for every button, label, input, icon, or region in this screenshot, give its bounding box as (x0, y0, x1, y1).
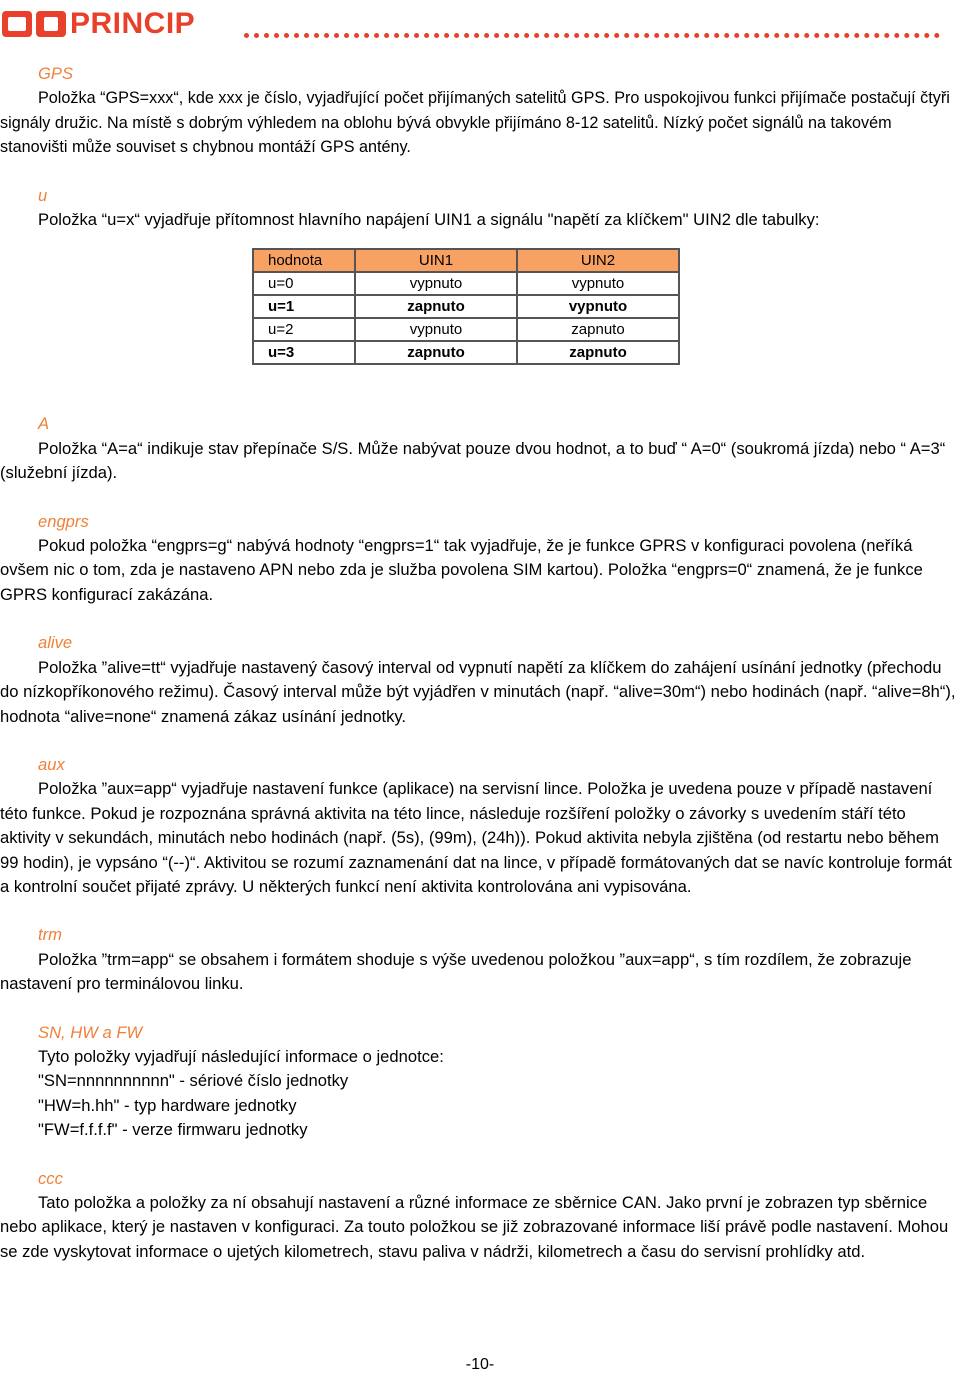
table-header-cell: UIN2 (517, 249, 679, 272)
table-cell: vypnuto (517, 272, 679, 295)
fw-line: "FW=f.f.f.f" - verze firmwaru jednotky (38, 1120, 308, 1140)
section-title: trm (38, 925, 62, 945)
section-intro: Tyto položky vyjadřují následující informace o jednotce: (38, 1046, 444, 1066)
table-cell: zapnuto (355, 341, 517, 364)
section-text: Položka “A=a“ indikuje stav přepínače S/S. Může nabývat pouze dvou hodnot, a to buď “ A=0“ (soukromá jízda) nebo “ A=3“ (služební jízda). (0, 438, 946, 483)
hw-line: "HW=h.hh" - typ hardware jednotky (38, 1095, 297, 1115)
table-row (253, 295, 679, 318)
section-alive (0, 631, 958, 729)
section-a (0, 412, 958, 485)
table-cell: vypnuto (517, 295, 679, 318)
u-value-table (252, 248, 680, 365)
table-cell: vypnuto (355, 318, 517, 341)
document-body (0, 62, 958, 1264)
section-title: alive (38, 633, 73, 653)
section-title: A (38, 414, 50, 434)
section-text: Položka ”alive=tt“ vyjadřuje nastavený časový interval od vypnutí napětí za klíčkem do zahájení usínání jednotky (přechodu do nízkopříkonového režimu). Časový interval může být vyjádřen v minutách (např. “alive=30m“) nebo hodinách (např. “alive=8h“), hodnota “alive=none“ znamená zákaz usínání jednotky. (0, 657, 956, 726)
section-text: Tato položka a položky za ní obsahují nastavení a různé informace ze sběrnice CAN. Jako první je zobrazen typ sběrnice nebo aplikace, který je nastaven v konfiguraci. Za touto položkou se již zobrazované informace liší právě podle nastavení. Mohou se zde vyskytovat informace o ujetých kilometrech, stavu paliva v nádrži, kilometrech a času do servisní prohlídky atd. (0, 1193, 949, 1261)
table-row (253, 318, 679, 341)
princip-logo (2, 8, 195, 40)
table-cell: u=1 (253, 295, 355, 318)
section-text: Položka ”aux=app“ vyjadřuje nastavení funkce (aplikace) na servisní lince. Položka je uvedena pouze v případě nastavení této funkce. Pokud je rozpoznána správná aktivita na této lince, následuje rozšíření položky o závorky s uvedením stáří této aktivity v sekundách, minutách nebo hodinách (např. (5s), (99m), (24h)). Pokud aktivita nebyla zjištěna (od restartu nebo během 99 hodin), je vypsáno “(--)“. Aktivitou se rozumí zaznamenání dat na lince, v případě formátovaných dat se navíc kontroluje formát a kontrolní součet přijaté zprávy. U některých funkcí není aktivita kontrolována ani vypisována. (0, 779, 952, 896)
section-u (0, 184, 958, 366)
section-engprs (0, 510, 958, 608)
section-ccc (0, 1167, 958, 1265)
table-header-cell: UIN1 (355, 249, 517, 272)
section-title: GPS (38, 64, 74, 83)
section-title: SN, HW a FW (38, 1022, 143, 1042)
section-trm (0, 923, 958, 996)
table-cell: u=2 (253, 318, 355, 341)
section-text: Položka “GPS=xxx“, kde xxx je číslo, vyjadřující počet přijímaných satelitů GPS. Pro uspokojivou funkci přijímače postačují čtyři signály družic. Na místě s dobrým výhledem na oblohu bývá obvykle přijímáno 8-12 satelitů. Nízký počet signálů na takovém stanovišti může souviset s chybnou montáží GPS antény. (0, 89, 950, 157)
section-title: engprs (38, 511, 89, 531)
table-cell: vypnuto (355, 272, 517, 295)
section-text: Položka “u=x“ vyjadřuje přítomnost hlavního napájení UIN1 a signálu "napětí za klíčkem" UIN2 dle tabulky: (38, 210, 820, 230)
section-sn-hw-fw (0, 1021, 958, 1143)
header-dotted-rule (244, 33, 940, 38)
table-row (253, 341, 679, 364)
table-header-row (253, 249, 679, 272)
table-cell: zapnuto (355, 295, 517, 318)
table-cell: u=0 (253, 272, 355, 295)
section-title: u (38, 185, 48, 205)
sn-line: "SN=nnnnnnnnnn" - sériové číslo jednotky (38, 1071, 349, 1091)
brand-name: PRINCIP (70, 7, 196, 40)
table-cell: u=3 (253, 341, 355, 364)
section-text: Položka ”trm=app“ se obsahem i formátem shoduje s výše uvedenou položkou ”aux=app“, s tím rozdílem, že zobrazuje nastavení pro terminálovou linku. (0, 949, 912, 994)
section-aux (0, 753, 958, 899)
logo-mark-icon (2, 9, 68, 39)
page-number: -10- (465, 1356, 495, 1373)
table-header-cell: hodnota (253, 249, 355, 272)
section-title: aux (38, 754, 65, 774)
section-text: Pokud položka “engprs=g“ nabývá hodnoty “engprs=1“ tak vyjadřuje, že je funkce GPRS v konfiguraci povolena (neříká ovšem nic o tom, zda je nastaveno APN nebo zda je služba povolena SIM kartou). Položka “engprs=0“ znamená, že je funkce GPRS konfigurací zakázána. (0, 536, 923, 604)
section-gps (0, 62, 958, 160)
table-cell: zapnuto (517, 341, 679, 364)
section-title: ccc (38, 1168, 63, 1188)
table-row (253, 272, 679, 295)
page-header (0, 0, 960, 50)
table-cell: zapnuto (517, 318, 679, 341)
